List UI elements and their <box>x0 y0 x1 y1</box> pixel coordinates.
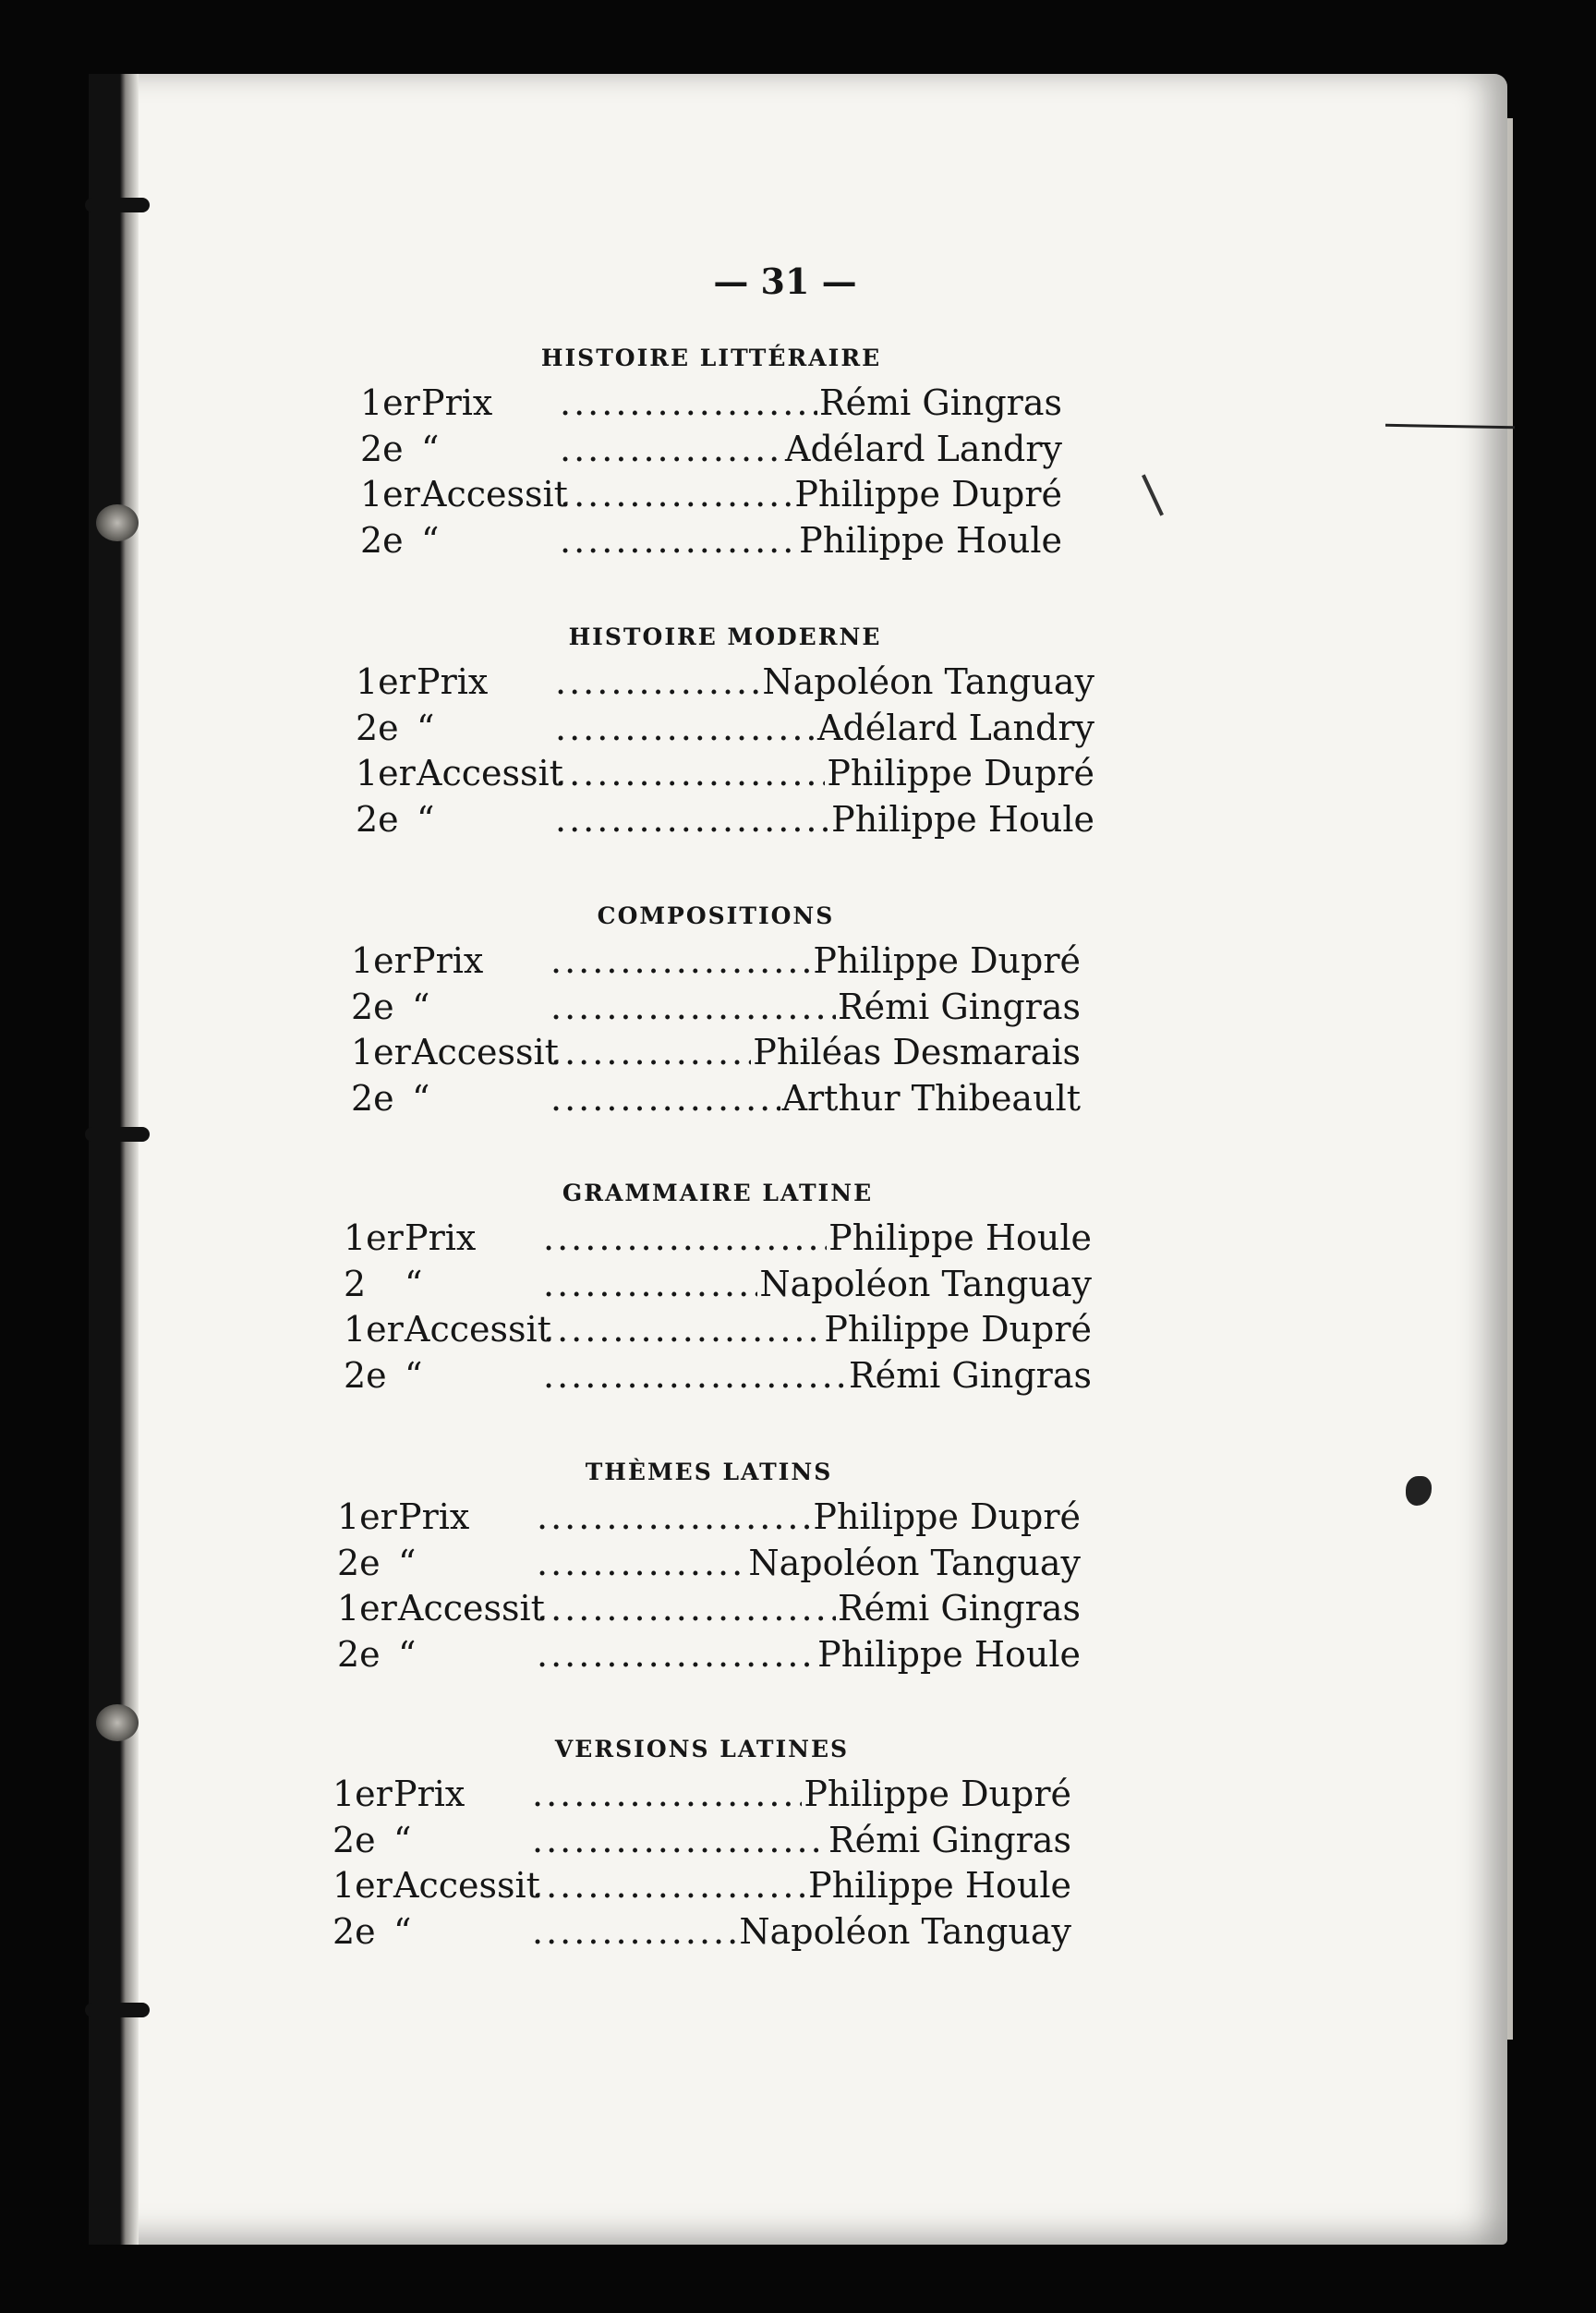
prize-entry <box>356 706 1094 752</box>
student-name: Rémi Gingras <box>819 382 1062 423</box>
award-label: “ <box>417 707 435 748</box>
award-label: Accessit <box>393 1865 540 1906</box>
dot-leader <box>550 985 836 1031</box>
prize-section <box>356 619 1094 842</box>
prize-entry <box>332 1818 1071 1864</box>
section-heading: HISTOIRE LITTÉRAIRE <box>540 345 882 371</box>
student-name: Adélard Landry <box>817 707 1094 748</box>
student-name: Rémi Gingras <box>849 1354 1092 1396</box>
award-label: “ <box>393 1819 412 1860</box>
rank-label: 1er <box>351 1032 411 1072</box>
student-name: Napoléon Tanguay <box>739 1910 1071 1952</box>
section-heading: THÈMES LATINS <box>585 1459 833 1485</box>
section-heading: GRAMMAIRE LATINE <box>562 1180 874 1206</box>
prize-entry <box>360 381 1062 427</box>
rank-label: 1er <box>356 753 416 793</box>
prize-entry <box>351 985 1081 1031</box>
award-label: Prix <box>417 661 489 702</box>
prize-entry <box>351 939 1081 985</box>
dot-leader <box>543 1307 822 1353</box>
award-label: “ <box>393 1910 412 1952</box>
rank-label: 1er <box>360 382 420 423</box>
student-name: Philippe Houle <box>817 1633 1081 1675</box>
prize-entry <box>356 751 1094 797</box>
student-name: Adélard Landry <box>785 428 1062 469</box>
prize-entry <box>344 1307 1092 1353</box>
dot-leader <box>532 1863 806 1909</box>
student-name: Philéas Desmarais <box>753 1032 1081 1072</box>
prize-entry <box>344 1262 1092 1308</box>
prize-entry <box>337 1632 1081 1678</box>
dot-leader <box>537 1495 811 1541</box>
dot-leader <box>550 1076 780 1122</box>
award-label: Accessit <box>421 474 568 515</box>
award-label: “ <box>398 1542 417 1583</box>
student-name: Philippe Dupré <box>827 753 1094 793</box>
rank-label: 2e <box>332 1910 376 1952</box>
student-name: Philippe Houle <box>831 798 1094 840</box>
rank-label: 2e <box>360 428 404 469</box>
rank-label: 2 <box>344 1263 367 1304</box>
award-label: Accessit <box>412 1032 559 1072</box>
dot-leader <box>555 797 829 843</box>
dot-leader <box>555 706 816 752</box>
student-name: Philippe Dupré <box>813 1496 1081 1537</box>
award-label: Prix <box>405 1217 477 1258</box>
student-name: Philippe Houle <box>808 1865 1071 1906</box>
prize-section <box>351 898 1081 1121</box>
rank-label: 2e <box>360 519 404 561</box>
prize-entry <box>337 1541 1081 1587</box>
rank-label: 1er <box>344 1217 404 1258</box>
prize-entry <box>351 1030 1081 1076</box>
award-label: “ <box>405 1263 423 1304</box>
rank-label: 2e <box>337 1633 381 1675</box>
student-name: Philippe Dupré <box>804 1774 1071 1814</box>
award-label: “ <box>398 1633 417 1675</box>
student-name: Philippe Dupré <box>794 474 1062 515</box>
prize-entry <box>356 660 1094 706</box>
prize-entry <box>332 1772 1071 1818</box>
rank-label: 2e <box>344 1354 387 1396</box>
rank-label: 2e <box>356 798 399 840</box>
student-name: Rémi Gingras <box>838 986 1081 1027</box>
dot-leader <box>537 1586 836 1632</box>
page-number: — 31 — <box>713 260 857 302</box>
award-label: “ <box>421 519 440 561</box>
award-label: “ <box>405 1354 423 1396</box>
dot-leader <box>537 1632 816 1678</box>
student-name: Napoléon Tanguay <box>748 1542 1081 1583</box>
dot-leader <box>532 1772 802 1818</box>
rank-label: 1er <box>351 940 411 981</box>
student-name: Arthur Thibeault <box>781 1077 1081 1119</box>
dot-leader <box>560 427 783 473</box>
prize-entry <box>360 472 1062 518</box>
award-label: Accessit <box>405 1309 551 1350</box>
section-heading: COMPOSITIONS <box>597 902 835 929</box>
rank-label: 1er <box>337 1496 397 1537</box>
student-name: Philippe Houle <box>828 1217 1092 1258</box>
section-heading: VERSIONS LATINES <box>554 1736 850 1762</box>
rank-label: 1er <box>337 1588 397 1629</box>
dot-leader <box>560 472 792 518</box>
dot-leader <box>532 1909 737 1956</box>
prize-entry <box>351 1076 1081 1122</box>
award-label: “ <box>412 986 430 1027</box>
prize-entry <box>356 797 1094 843</box>
student-name: Philippe Dupré <box>813 940 1081 981</box>
dot-leader <box>560 381 817 427</box>
prize-entry <box>337 1586 1081 1632</box>
prize-entry <box>360 518 1062 564</box>
award-label: “ <box>412 1077 430 1119</box>
award-label: Prix <box>421 382 493 423</box>
section-heading: HISTOIRE MODERNE <box>568 624 882 650</box>
prize-entry <box>332 1863 1071 1909</box>
rank-label: 1er <box>344 1309 404 1350</box>
dot-leader <box>537 1541 746 1587</box>
dot-leader <box>543 1262 757 1308</box>
prize-section <box>337 1454 1081 1677</box>
dot-leader <box>543 1216 827 1262</box>
student-name: Philippe Houle <box>799 519 1062 561</box>
award-label: Prix <box>398 1496 470 1537</box>
award-label: “ <box>417 798 435 840</box>
rank-label: 2e <box>351 1077 394 1119</box>
rank-label: 1er <box>356 661 416 702</box>
student-name: Rémi Gingras <box>838 1588 1081 1629</box>
dot-leader <box>560 518 797 564</box>
prize-section <box>360 340 1062 563</box>
rank-label: 2e <box>332 1819 376 1860</box>
award-label: Accessit <box>417 753 563 793</box>
prize-entry <box>344 1353 1092 1399</box>
prize-entry <box>332 1909 1071 1956</box>
award-label: Accessit <box>398 1588 545 1629</box>
award-label: Prix <box>393 1774 466 1814</box>
rank-label: 1er <box>360 474 420 515</box>
student-name: Philippe Dupré <box>824 1309 1092 1350</box>
prize-section <box>344 1175 1092 1399</box>
rank-label: 2e <box>337 1542 381 1583</box>
dot-leader <box>550 1030 751 1076</box>
prize-section <box>332 1731 1071 1955</box>
student-name: Napoléon Tanguay <box>759 1263 1092 1304</box>
rank-label: 1er <box>332 1865 393 1906</box>
prize-entry <box>344 1216 1092 1262</box>
rank-label: 2e <box>351 986 394 1027</box>
award-label: Prix <box>412 940 484 981</box>
award-label: “ <box>421 428 440 469</box>
dot-leader <box>543 1353 847 1399</box>
rank-label: 2e <box>356 707 399 748</box>
dot-leader <box>555 660 760 706</box>
dot-leader <box>555 751 825 797</box>
rank-label: 1er <box>332 1774 393 1814</box>
prize-entry <box>360 427 1062 473</box>
student-name: Napoléon Tanguay <box>762 661 1094 702</box>
dot-leader <box>532 1818 827 1864</box>
dot-leader <box>550 939 811 985</box>
prize-entry <box>337 1495 1081 1541</box>
student-name: Rémi Gingras <box>828 1819 1071 1860</box>
